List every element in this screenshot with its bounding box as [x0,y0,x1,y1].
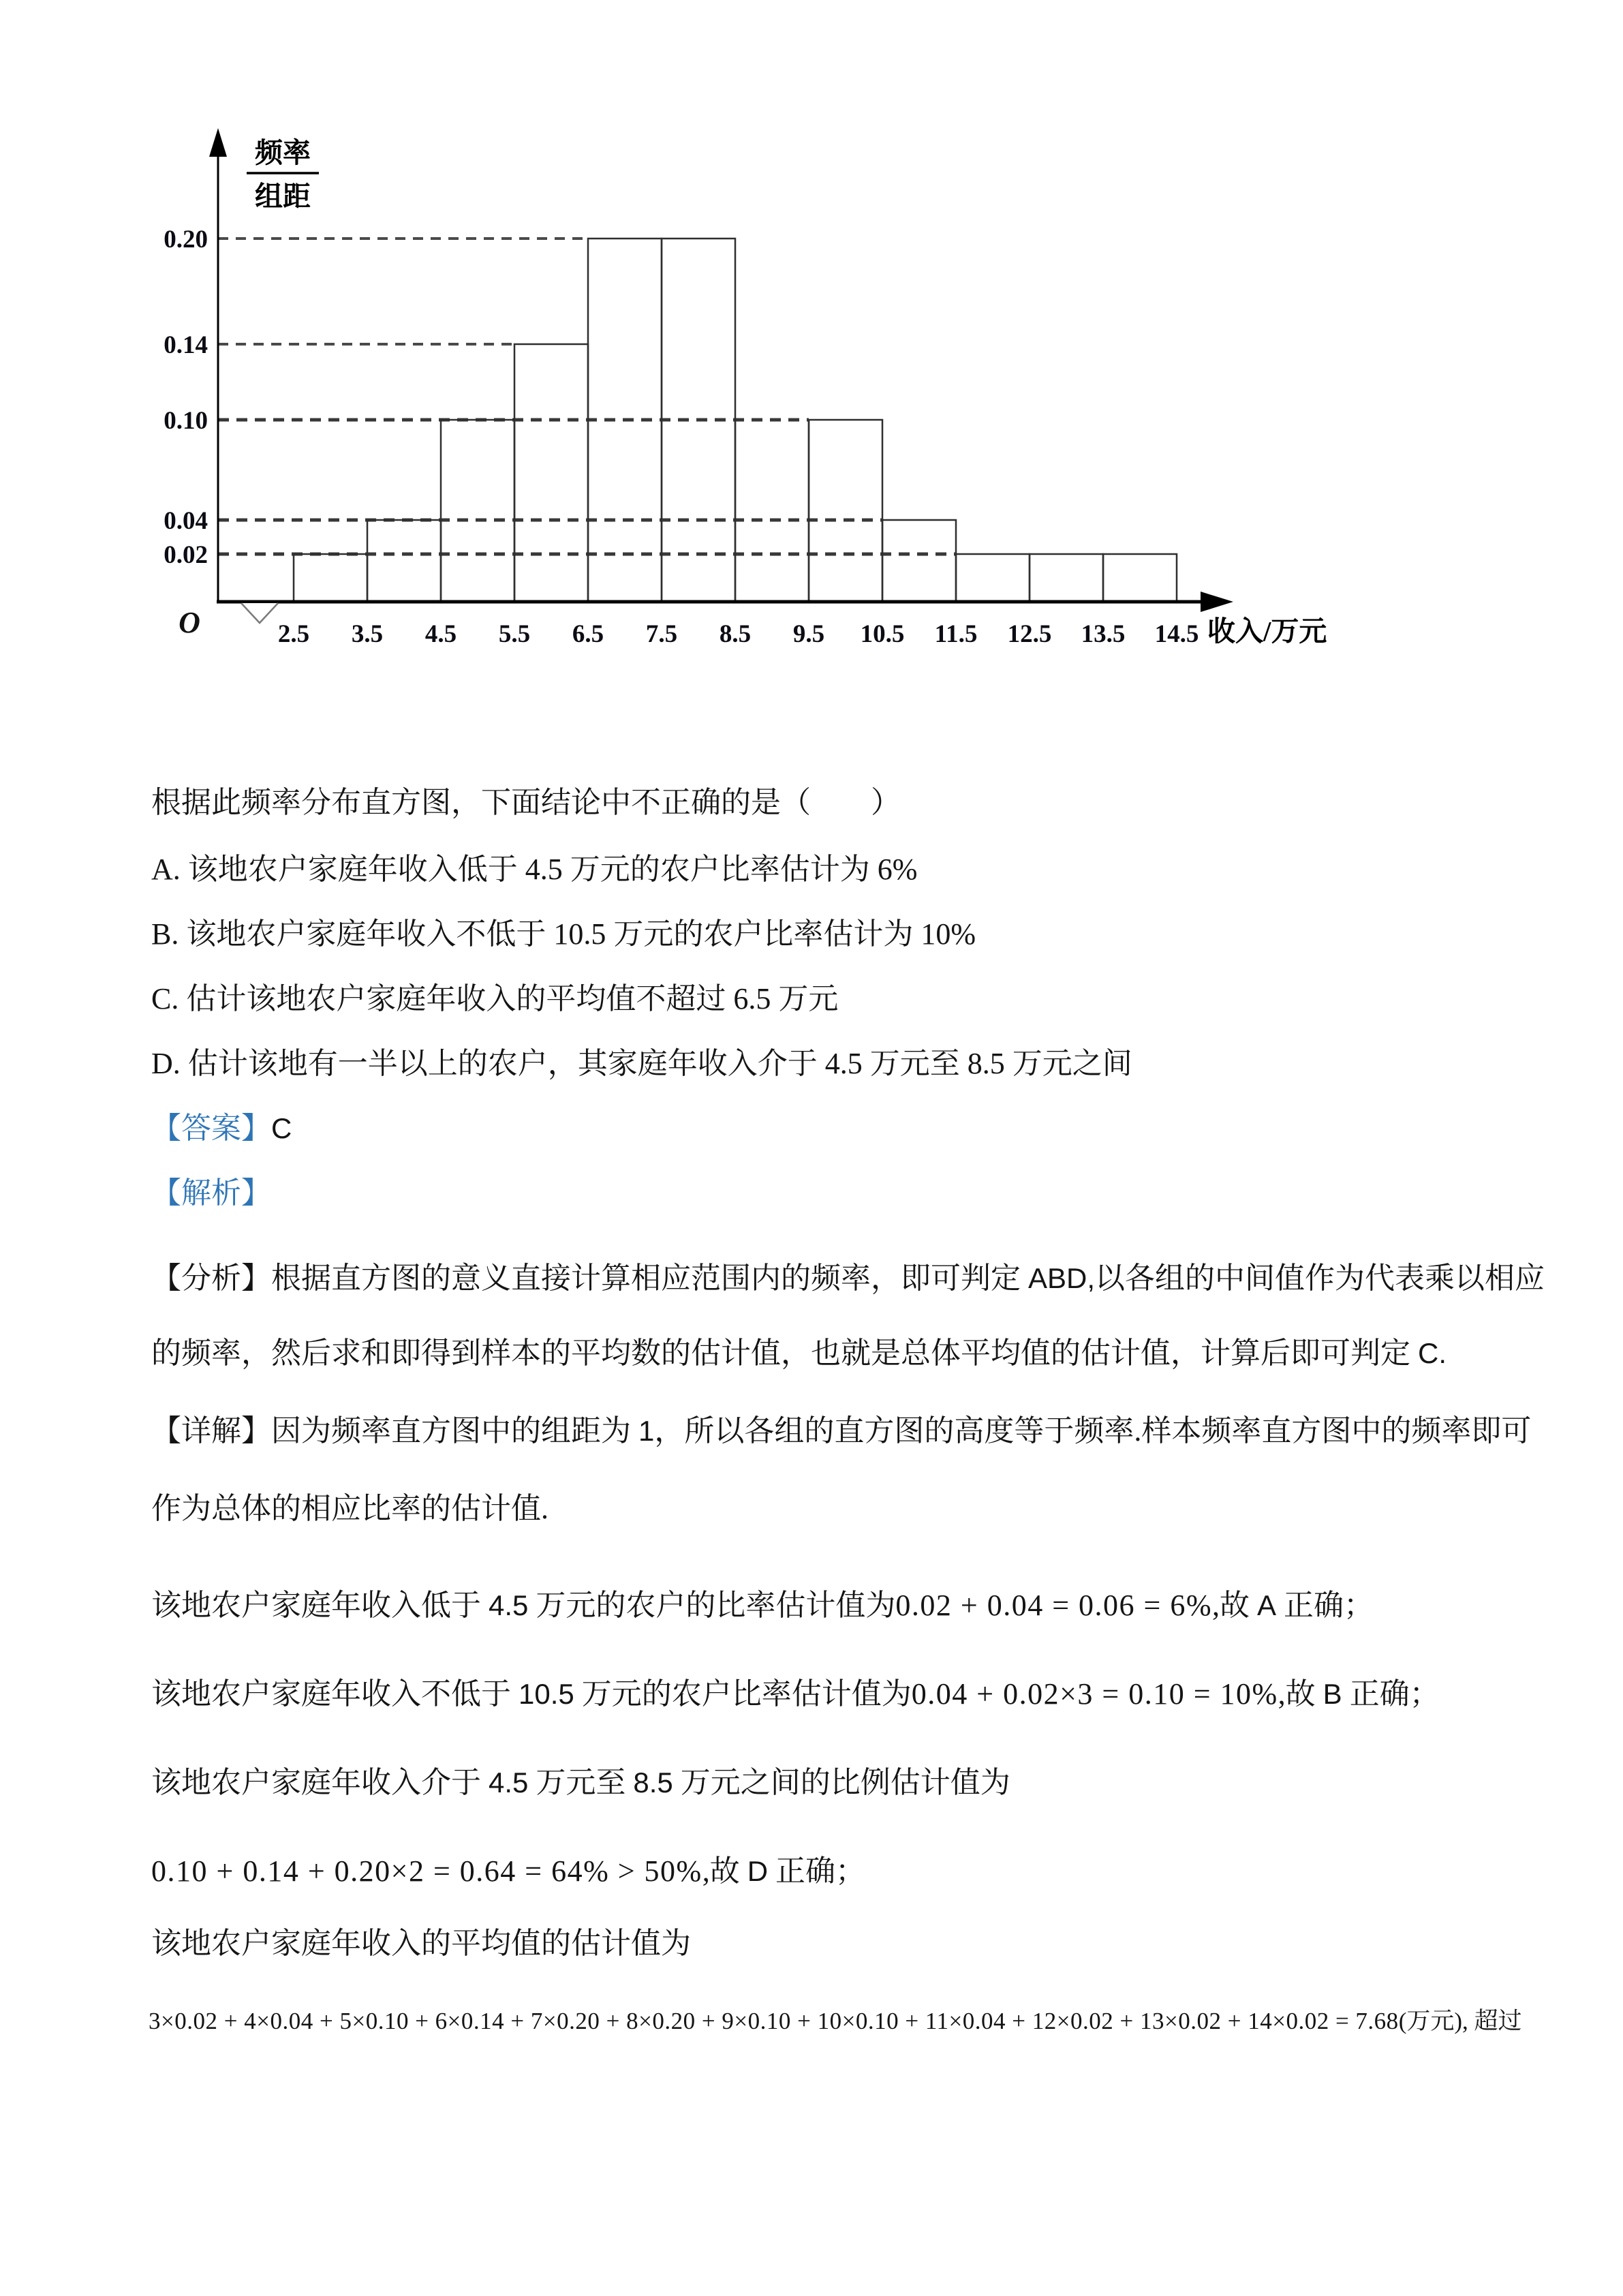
mean-intro-text: 该地农户家庭年收入的平均值的估计值为 [151,1927,691,1960]
analysis-line1-pre: 【分析】根据直方图的意义直接计算相应范围内的频率，即可判定 [151,1261,1028,1295]
detail-b-letter: B [1323,1678,1342,1710]
detail-a-gu: ,故 [1212,1589,1257,1622]
detail-b-equation: 0.04 + 0.02×3 = 0.10 = 10% [911,1677,1278,1711]
detail-d-letter: D [747,1855,769,1887]
x-tick-label-4.5: 4.5 [424,620,457,648]
detail-line1-num: 1 [638,1415,655,1447]
detail-option-d-intro [151,1762,1010,1803]
detail-a-mid: 万元的农户的比率估计值为 [528,1589,896,1622]
answer-value: C [271,1112,292,1144]
detail-option-a-check [151,1585,1374,1626]
x-tick-label-10.5: 10.5 [860,620,905,648]
analysis-header [151,1173,271,1214]
y-tick-label-0.20: 0.20 [164,226,208,254]
detail-d-mid1: 万元至 [528,1766,634,1799]
bar-4.5-5.5 [441,420,514,602]
x-tick-label-6.5: 6.5 [572,620,604,648]
option-d-text: D. 估计该地有一半以上的农户，其家庭年收入介于 4.5 万元至 8.5 万元之间 [151,1047,1132,1080]
bar-10.5-11.5 [882,520,956,602]
detail-d-equation: 0.10 + 0.14 + 0.20×2 = 0.64 = 64% > 50% [151,1854,702,1888]
detail-line1-pre: 【详解】因为频率直方图中的组距为 [151,1414,638,1448]
detail-line-1 [151,1411,1531,1452]
detail-b-num: 10.5 [519,1678,574,1710]
answer-label: 【答案】 [151,1112,271,1145]
analysis-line2-c: C. [1418,1337,1447,1369]
detail-a-pre: 该地农户家庭年收入低于 [151,1589,489,1622]
y-tick-label-0.04: 0.04 [164,507,208,535]
analysis-line-2 [151,1333,1447,1374]
y-tick-label-0.02: 0.02 [164,541,208,569]
mean-equation: 3×0.02 + 4×0.04 + 5×0.10 + 6×0.14 + 7×0.20 + 8×0.20 + 9×0.10 + 10×0.10 + 11×0.04 + 12×0.02 + 13×0.02 + 14×0.02 = 7.68 [149,2008,1399,2034]
detail-line2-text: 作为总体的相应比率的估计值. [151,1492,548,1525]
y-tick-label-0.14: 0.14 [164,331,208,359]
option-a [151,849,917,890]
mean-post: , 超过 [1462,2008,1522,2034]
detail-line-2 [151,1488,548,1529]
answer-line [151,1108,292,1149]
detail-b-gu: ,故 [1278,1677,1323,1711]
question-stem-text: 根据此频率分布直方图，下面结论中不正确的是（ ） [151,786,901,819]
bar-3.5-4.5 [367,520,441,602]
option-c-text: C. 估计该地农户家庭年收入的平均值不超过 6.5 万元 [151,982,839,1015]
y-axis-title-denominator: 组距 [255,181,311,212]
analysis-line1-post: 以各组的中间值作为代表乘以相应 [1095,1261,1545,1295]
bar-11.5-12.5 [956,554,1030,602]
x-axis-arrowhead [1201,592,1233,612]
x-tick-label-11.5: 11.5 [934,620,978,648]
analysis-line2-pre: 的频率，然后求和即得到样本的平均数的估计值，也就是总体平均值的估计值，计算后即可判定 [151,1336,1418,1370]
detail-a-letter: A [1257,1589,1277,1621]
mean-intro-line [151,1923,691,1964]
x-tick-label-5.5: 5.5 [498,620,531,648]
detail-d-post: 正确； [768,1854,866,1888]
analysis-header-label: 【解析】 [151,1176,271,1210]
x-tick-label-13.5: 13.5 [1081,620,1126,648]
detail-option-d-check [151,1851,865,1892]
x-tick-label-14.5: 14.5 [1154,620,1199,648]
x-tick-label-2.5: 2.5 [277,620,310,648]
detail-b-mid: 万元的农户比率估计值为 [574,1677,912,1711]
detail-line1-post: ，所以各组的直方图的高度等于频率.样本频率直方图中的频率即可 [654,1414,1532,1448]
x-tick-label-3.5: 3.5 [351,620,384,648]
bar-9.5-10.5 [809,420,882,602]
y-tick-label-0.10: 0.10 [164,407,208,435]
origin-label: O [179,606,200,639]
option-a-text: A. 该地农户家庭年收入低于 4.5 万元的农户比率估计为 6% [151,853,918,886]
y-axis-title-numerator: 频率 [255,137,311,168]
detail-b-post: 正确； [1342,1677,1440,1711]
detail-option-b-check [151,1674,1440,1715]
frequency-histogram-chart [102,102,1465,668]
detail-d-num2: 8.5 [633,1766,673,1798]
frequency-histogram-svg [102,102,1465,668]
x-tick-label-12.5: 12.5 [1007,620,1052,648]
question-stem [151,782,901,823]
detail-a-num: 4.5 [489,1589,529,1621]
detail-d-gu: ,故 [702,1854,747,1888]
analysis-line-1 [151,1258,1545,1299]
mean-formula-line [149,2001,1522,2042]
axis-break-notch [241,603,278,623]
y-axis-arrowhead [209,128,227,157]
option-b [151,914,976,955]
mean-unit: (万元) [1398,2008,1462,2034]
x-axis-title: 收入/万元 [1207,615,1327,647]
detail-b-pre: 该地农户家庭年收入不低于 [151,1677,519,1711]
analysis-line1-abd: ABD, [1028,1262,1096,1294]
bar-5.5-6.5 [514,344,588,602]
bar-12.5-13.5 [1030,554,1103,602]
x-tick-label-9.5: 9.5 [792,620,825,648]
detail-d-mid2: 万元之间的比例估计值为 [673,1766,1010,1799]
x-tick-label-8.5: 8.5 [719,620,752,648]
detail-d-pre: 该地农户家庭年收入介于 [151,1766,489,1799]
option-d [151,1043,1132,1084]
x-tick-label-7.5: 7.5 [645,620,678,648]
detail-a-equation: 0.02 + 0.04 = 0.06 = 6% [895,1589,1212,1622]
option-b-text: B. 该地农户家庭年收入不低于 10.5 万元的农户比率估计为 10% [151,917,976,951]
bar-2.5-3.5 [294,554,367,602]
option-c [151,979,838,1020]
detail-d-num1: 4.5 [489,1766,529,1798]
bar-13.5-14.5 [1103,554,1177,602]
detail-a-post: 正确； [1276,1589,1374,1622]
bar-8.5-9.5 [735,420,809,602]
